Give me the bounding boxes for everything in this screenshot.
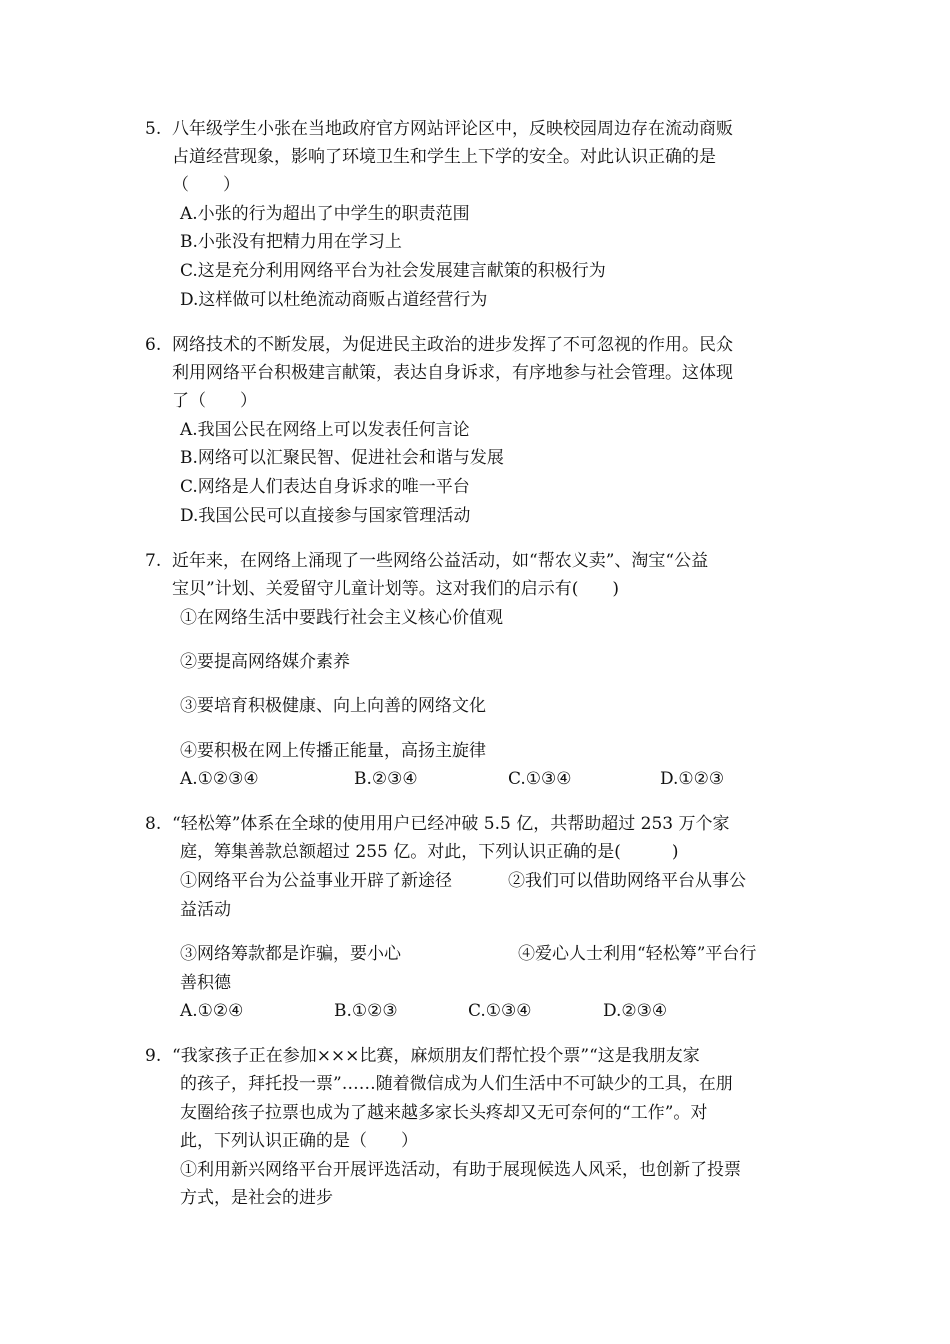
question-stem-line: 庭，筹集善款总额超过 255 亿。对此，下列认识正确的是( ) xyxy=(180,842,679,862)
statement-2: ②我们可以借助网络平台从事公 xyxy=(508,871,746,891)
option-c: C.这是充分利用网络平台为社会发展建言献策的积极行为 xyxy=(180,261,606,281)
statement-3: ③要培育积极健康、向上向善的网络文化 xyxy=(180,696,486,716)
question-stem-line: 网络技术的不断发展，为促进民主政治的进步发挥了不可忽视的作用。民众 xyxy=(172,335,733,355)
question-stem-line: “我家孩子正在参加×××比赛，麻烦朋友们帮忙投个票”“这是我朋友家 xyxy=(172,1046,700,1066)
statement-4-continued: 善积德 xyxy=(180,973,231,993)
option-d: D.这样做可以杜绝流动商贩占道经营行为 xyxy=(180,290,488,310)
statement-1-continued: 方式，是社会的进步 xyxy=(180,1188,333,1208)
question-number: 7. xyxy=(145,551,162,571)
option-b: B.网络可以汇聚民智、促进社会和谐与发展 xyxy=(180,448,504,468)
choice-b: B.②③④ xyxy=(354,769,418,789)
question-number: 6. xyxy=(145,335,162,355)
option-a: A.我国公民在网络上可以发表任何言论 xyxy=(180,420,470,440)
question-stem-line: “轻松筹”体系在全球的使用用户已经冲破 5.5 亿，共帮助超过 253 万个家 xyxy=(172,814,730,834)
statement-4: ④爱心人士利用“轻松筹”平台行 xyxy=(518,944,757,964)
choice-d: D.①②③ xyxy=(660,769,725,789)
option-c: C.网络是人们表达自身诉求的唯一平台 xyxy=(180,477,470,497)
question-stem-line: 宝贝”计划、关爱留守儿童计划等。这对我们的启示有( ) xyxy=(172,579,619,599)
question-stem-line: 了（ ） xyxy=(172,391,257,411)
question-stem-line: （ ） xyxy=(172,175,240,195)
statement-3: ③网络筹款都是诈骗，要小心 xyxy=(180,944,401,964)
question-stem-line: 占道经营现象，影响了环境卫生和学生上下学的安全。对此认识正确的是 xyxy=(172,147,716,167)
question-stem-line: 的孩子，拜托投一票”……随着微信成为人们生活中不可缺少的工具，在朋 xyxy=(180,1074,733,1094)
choice-c: C.①③④ xyxy=(468,1001,532,1021)
option-a: A.小张的行为超出了中学生的职责范围 xyxy=(180,204,470,224)
choice-b: B.①②③ xyxy=(334,1001,398,1021)
statement-1: ①利用新兴网络平台开展评选活动，有助于展现候选人风采，也创新了投票 xyxy=(180,1160,741,1180)
option-b: B.小张没有把精力用在学习上 xyxy=(180,232,402,252)
question-stem-line: 此，下列认识正确的是（ ） xyxy=(180,1131,418,1151)
statement-4: ④要积极在网上传播正能量，高扬主旋律 xyxy=(180,741,486,761)
question-stem-line: 近年来，在网络上涌现了一些网络公益活动，如“帮农义卖”、淘宝“公益 xyxy=(172,551,709,571)
statement-1: ①在网络生活中要践行社会主义核心价值观 xyxy=(180,608,503,628)
question-number: 9. xyxy=(145,1046,162,1066)
statement-1: ①网络平台为公益事业开辟了新途径 xyxy=(180,871,452,891)
question-number: 5. xyxy=(145,119,162,139)
choice-d: D.②③④ xyxy=(603,1001,668,1021)
choice-c: C.①③④ xyxy=(508,769,572,789)
option-d: D.我国公民可以直接参与国家管理活动 xyxy=(180,506,471,526)
choice-a: A.①②④ xyxy=(180,1001,244,1021)
question-stem-line: 八年级学生小张在当地政府官方网站评论区中，反映校园周边存在流动商贩 xyxy=(172,119,733,139)
question-stem-line: 友圈给孩子拉票也成为了越来越多家长头疼却又无可奈何的“工作”。对 xyxy=(180,1103,708,1123)
question-number: 8. xyxy=(145,814,162,834)
choice-a: A.①②③④ xyxy=(180,769,259,789)
statement-2: ②要提高网络媒介素养 xyxy=(180,652,350,672)
question-stem-line: 利用网络平台积极建言献策，表达自身诉求，有序地参与社会管理。这体现 xyxy=(172,363,733,383)
statement-2-continued: 益活动 xyxy=(180,900,231,920)
